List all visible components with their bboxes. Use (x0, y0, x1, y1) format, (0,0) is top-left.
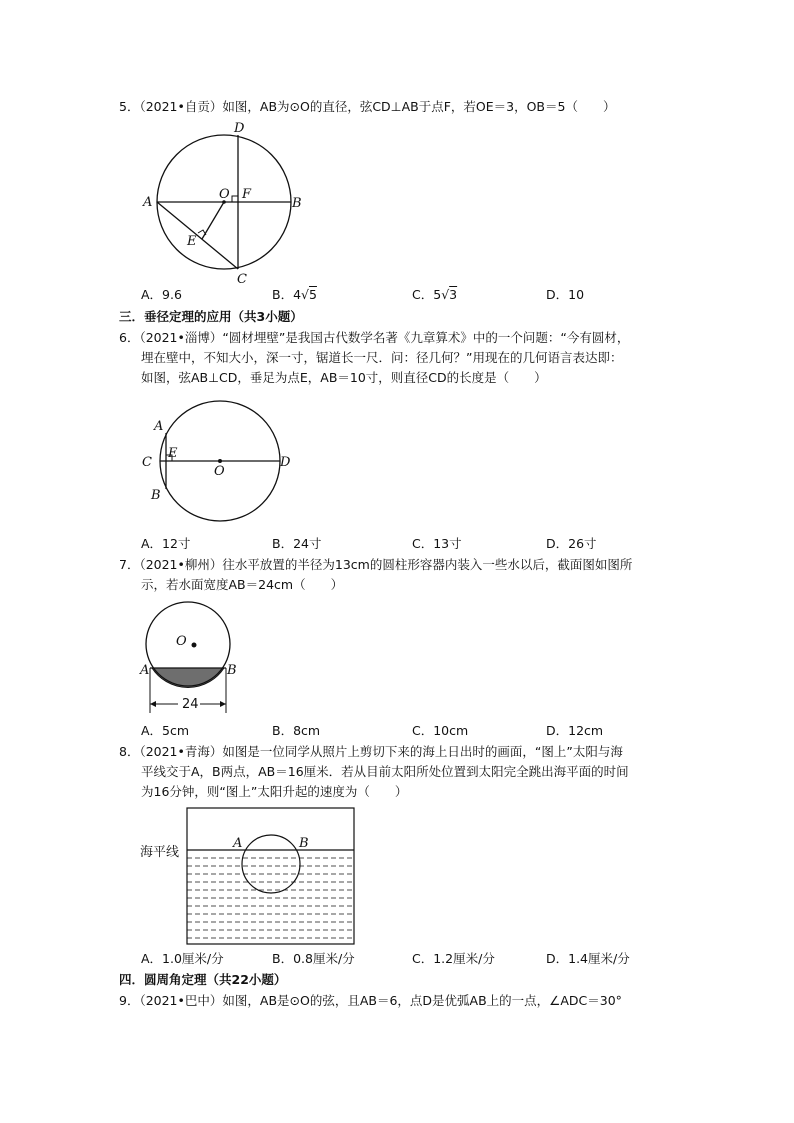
q8-option-c: C．1.2厘米/分 (412, 951, 495, 966)
q8-option-b: B．0.8厘米/分 (272, 951, 355, 966)
q5-label-c: C (237, 272, 247, 287)
q6-stem-line-3: 如图，弦AB⊥CD，垂足为点E，AB＝10寸，则直径CD的长度是（ ） (141, 370, 547, 385)
q5-option-b (272, 287, 317, 303)
q6-label-e: E (168, 446, 178, 461)
section-4-title: 四．圆周角定理（共22小题） (119, 972, 287, 987)
q5-figure (140, 118, 300, 288)
q7-option-d: D．12cm (546, 723, 604, 738)
q6-stem-line-2: 埋在壁中，不知大小，深一寸，锯道长一尺．问：径几何？”用现在的几何语言表达即： (141, 350, 623, 365)
q9-stem: 9．（2021•巴中）如图，AB是⊙O的弦，且AB＝6，点D是优弧AB上的一点，∠ADC＝30° (119, 993, 622, 1008)
q6-option-b: B．24寸 (272, 536, 322, 551)
q7-label-a: A (140, 663, 150, 678)
q6-stem-line-1: 6．（2021•淄博）“圆材埋壁”是我国古代数学名著《九章算术》中的一个问题：“今有圆材， (119, 330, 630, 345)
q8-option-a: A．1.0厘米/分 (141, 951, 224, 966)
q5-label-f: F (242, 187, 252, 202)
q6-label-a: A (154, 419, 164, 434)
q7-stem-line-1: 7．（2021•柳州）往水平放置的半径为13cm的圆柱形容器内装入一些水以后，截面图如图所 (119, 557, 633, 572)
q7-label-o: O (176, 634, 187, 649)
q8-stem-line-3: 为16分钟，则“图上”太阳升起的速度为（ ） (141, 784, 408, 799)
q8-stem-line-2: 平线交于A，B两点，AB＝16厘米．若从目前太阳所处位置到太阳完全跳出海平面的时间 (141, 764, 629, 779)
q6-option-c: C．13寸 (412, 536, 462, 551)
q6-label-d: D (280, 455, 291, 470)
q5-option-b-prefix: B．4 (272, 287, 302, 302)
q6-option-d: D．26寸 (546, 536, 597, 551)
q7-option-c: C．10cm (412, 723, 469, 738)
q8-option-d: D．1.4厘米/分 (546, 951, 630, 966)
q6-label-o: O (214, 464, 225, 479)
section-3-title: 三．垂径定理的应用（共3小题） (119, 309, 303, 324)
q6-figure (138, 395, 298, 525)
q5-option-c-radical: √3 (441, 287, 458, 302)
q8-stem-line-1: 8．（2021•青海）如图是一位同学从照片上剪切下来的海上日出时的画面，“图上”太阳与海 (119, 744, 623, 759)
q7-stem-line-2: 示，若水面宽度AB＝24cm（ ） (141, 577, 344, 592)
q8-label-sea-level: 海平线 (140, 845, 180, 860)
q8-label-a: A (233, 836, 243, 851)
q5-stem: 5．（2021•自贡）如图，AB为⊙O的直径，弦CD⊥AB于点F，若OE＝3，OB＝5（ ） (119, 99, 616, 114)
q5-label-o: O (219, 187, 230, 202)
q8-label-b: B (299, 836, 309, 851)
q5-label-e: E (187, 234, 197, 249)
q5-option-d: D．10 (546, 287, 585, 302)
q6-label-c: C (142, 455, 152, 470)
q5-label-a: A (143, 195, 153, 210)
q6-option-a: A．12寸 (141, 536, 191, 551)
q5-label-b: B (292, 196, 302, 211)
q8-figure (138, 806, 358, 948)
q7-label-width: 24 (182, 697, 199, 712)
q6-label-b: B (151, 488, 161, 503)
q7-label-b: B (227, 663, 237, 678)
q7-figure (138, 598, 248, 718)
q5-label-d: D (234, 121, 245, 136)
q7-option-b: B．8cm (272, 723, 321, 738)
q7-option-a: A．5cm (141, 723, 190, 738)
q5-option-c-prefix: C．5 (412, 287, 442, 302)
q5-option-c (412, 287, 457, 303)
q5-option-b-radical: √5 (301, 287, 317, 302)
q5-option-a: A．9.6 (141, 287, 182, 302)
